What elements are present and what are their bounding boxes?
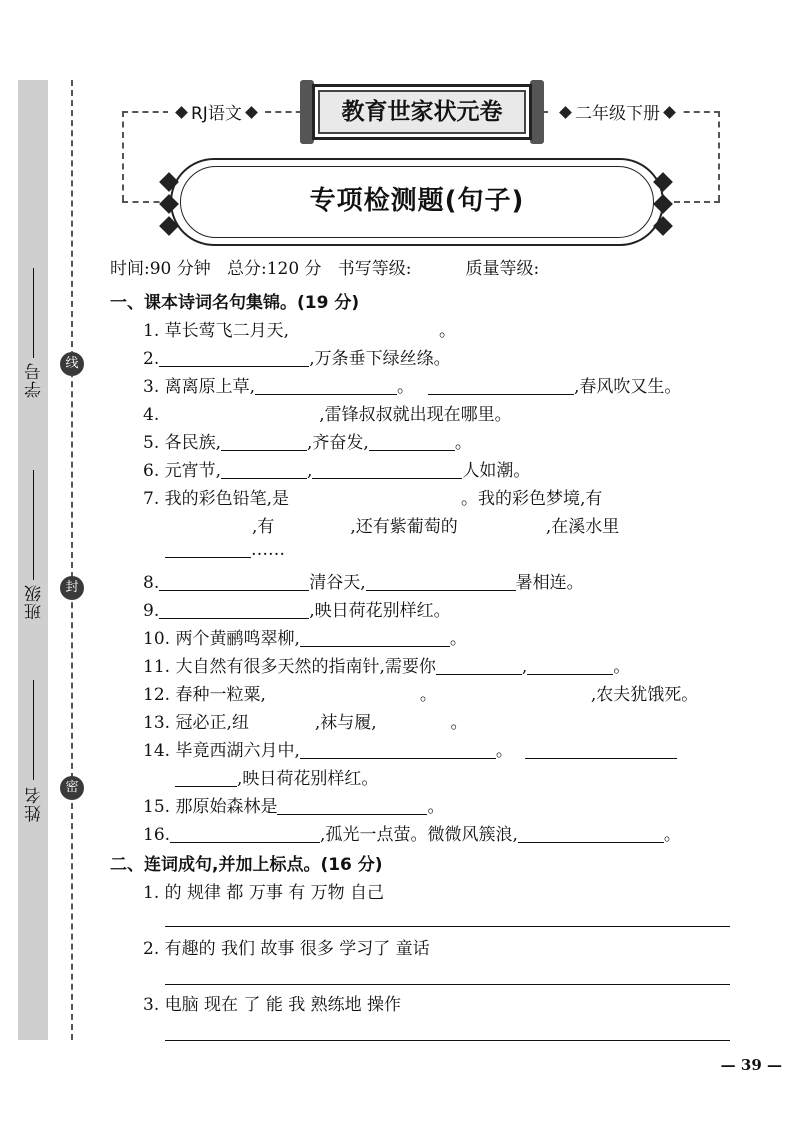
answer-line-1[interactable]: [165, 926, 730, 927]
answer-blank[interactable]: [428, 377, 574, 395]
class-label: 班级: [25, 584, 45, 620]
grade-tag: 二年级下册: [552, 99, 683, 124]
answer-blank[interactable]: [518, 825, 664, 843]
section-1-heading: 一、课本诗词名句集锦。(19 分): [110, 293, 360, 313]
question-8: 8. 清谷天, 暑相连。: [143, 573, 584, 593]
exam-meta: 时间:90 分钟 总分:120 分 书写等级: 质量等级:: [110, 259, 540, 279]
name-label: 姓名: [25, 786, 45, 822]
answer-blank[interactable]: [221, 433, 307, 451]
question-16: 16. ,孤光一点萤。微微风簇浪, 。: [143, 825, 681, 845]
sentence-question-3: 3. 电脑 现在 了 能 我 熟练地 操作: [143, 995, 402, 1015]
question-10: 10. 两个黄鹂鸣翠柳, 。: [143, 629, 467, 649]
answer-blank[interactable]: [159, 573, 309, 591]
diamond-icon: [663, 106, 676, 119]
question-1: 1. 草长莺飞二月天, 。: [143, 321, 457, 341]
answer-blank[interactable]: [277, 797, 427, 815]
answer-blank[interactable]: [255, 377, 397, 395]
student-id-label: 学号: [25, 362, 45, 398]
sentence-question-1: 1. 的 规律 都 万事 有 万物 自己: [143, 883, 385, 903]
question-11: 11. 大自然有很多天然的指南针,需要你 , 。: [143, 657, 631, 677]
question-2: 2. ,万条垂下绿丝绦。: [143, 349, 451, 369]
answer-blank[interactable]: [159, 349, 309, 367]
question-4: 4. ,雷锋叔叔就出现在哪里。: [143, 405, 512, 425]
answer-blank[interactable]: [369, 433, 455, 451]
cut-line: [71, 80, 73, 1040]
answer-blank[interactable]: [159, 601, 309, 619]
series-banner: 教育世家状元卷: [312, 84, 532, 140]
header-vdash-right: [718, 111, 720, 201]
student-id-line: [33, 268, 34, 358]
header-vdash-left: [122, 111, 124, 201]
question-13: 13. 冠必正,纽 ,袜与履, 。: [143, 713, 468, 733]
answer-blank[interactable]: [525, 741, 677, 759]
seal-xian: 线: [60, 352, 84, 376]
scroll-end-right: [530, 80, 544, 144]
seal-feng: 封: [60, 576, 84, 600]
section-2-heading: 二、连词成句,并加上标点。(16 分): [110, 855, 383, 875]
answer-blank[interactable]: [165, 540, 251, 558]
seal-mi: 密: [60, 776, 84, 800]
answer-line-3[interactable]: [165, 1040, 730, 1041]
answer-blank[interactable]: [221, 461, 307, 479]
question-14-line-2: ,映日荷花别样红。: [175, 764, 378, 789]
question-12: 12. 春种一粒粟, 。 ,农夫犹饿死。: [143, 685, 699, 705]
page-title: 专项检测题(句子): [309, 186, 525, 216]
question-3: 3. 离离原上草, 。 ,春风吹又生。: [143, 377, 682, 397]
class-line: [33, 470, 34, 580]
answer-blank[interactable]: [300, 629, 450, 647]
diamond-icon: [559, 106, 572, 119]
subject-tag: RJ语文: [168, 99, 265, 124]
answer-blank[interactable]: [175, 769, 237, 787]
answer-line-2[interactable]: [165, 984, 730, 985]
sentence-question-2: 2. 有趣的 我们 故事 很多 学习了 童话: [143, 939, 430, 959]
answer-blank[interactable]: [527, 657, 613, 675]
answer-blank[interactable]: [159, 405, 319, 423]
question-5: 5. 各民族, ,齐奋发, 。: [143, 433, 472, 453]
page-number: — 39 —: [720, 1056, 782, 1074]
question-14-line-1: 14. 毕竟西湖六月中, 。: [143, 736, 677, 761]
question-6: 6. 元宵节, , 人如潮。: [143, 461, 531, 481]
name-line: [33, 680, 34, 780]
question-7-line-3: ……: [165, 540, 285, 560]
question-9: 9. ,映日荷花别样红。: [143, 601, 451, 621]
answer-blank[interactable]: [436, 657, 522, 675]
answer-blank[interactable]: [300, 741, 496, 759]
answer-blank[interactable]: [170, 825, 320, 843]
diamond-icon: [245, 106, 258, 119]
diamond-icon: [175, 106, 188, 119]
question-7-line-1: 7. 我的彩色铅笔,是 。我的彩色梦境,有: [143, 489, 603, 509]
question-7-line-2: ,有 ,还有紫葡萄的 ,在溪水里: [252, 517, 620, 537]
question-15: 15. 那原始森林是 。: [143, 797, 445, 817]
answer-blank[interactable]: [366, 573, 516, 591]
answer-blank[interactable]: [312, 461, 462, 479]
